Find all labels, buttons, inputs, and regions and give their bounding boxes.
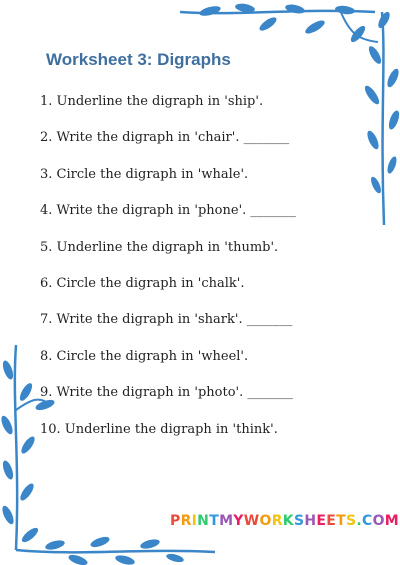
question-item: 5. Underline the digraph in 'thumb'. (40, 239, 279, 255)
question-list (40, 92, 296, 456)
question-item: 10. Underline the digraph in 'think'. (40, 421, 278, 437)
question-item: 9. Write the digraph in 'photo'. _______ (40, 385, 293, 401)
brand-logo: PRINTMYWORKSHEETS.COM (170, 513, 400, 529)
question-item: 3. Circle the digraph in 'whale'. (40, 166, 249, 182)
question-item: 8. Circle the digraph in 'wheel'. (40, 348, 249, 364)
question-item: 6. Circle the digraph in 'chalk'. (40, 275, 245, 291)
worksheet-title: Worksheet 3: Digraphs (46, 50, 231, 69)
question-item: 2. Write the digraph in 'chair'. _______ (40, 130, 290, 146)
question-item: 4. Write the digraph in 'phone'. _______ (40, 203, 296, 219)
question-item: 7. Write the digraph in 'shark'. _______ (40, 312, 293, 328)
question-item: 1. Underline the digraph in 'ship'. (40, 94, 264, 109)
